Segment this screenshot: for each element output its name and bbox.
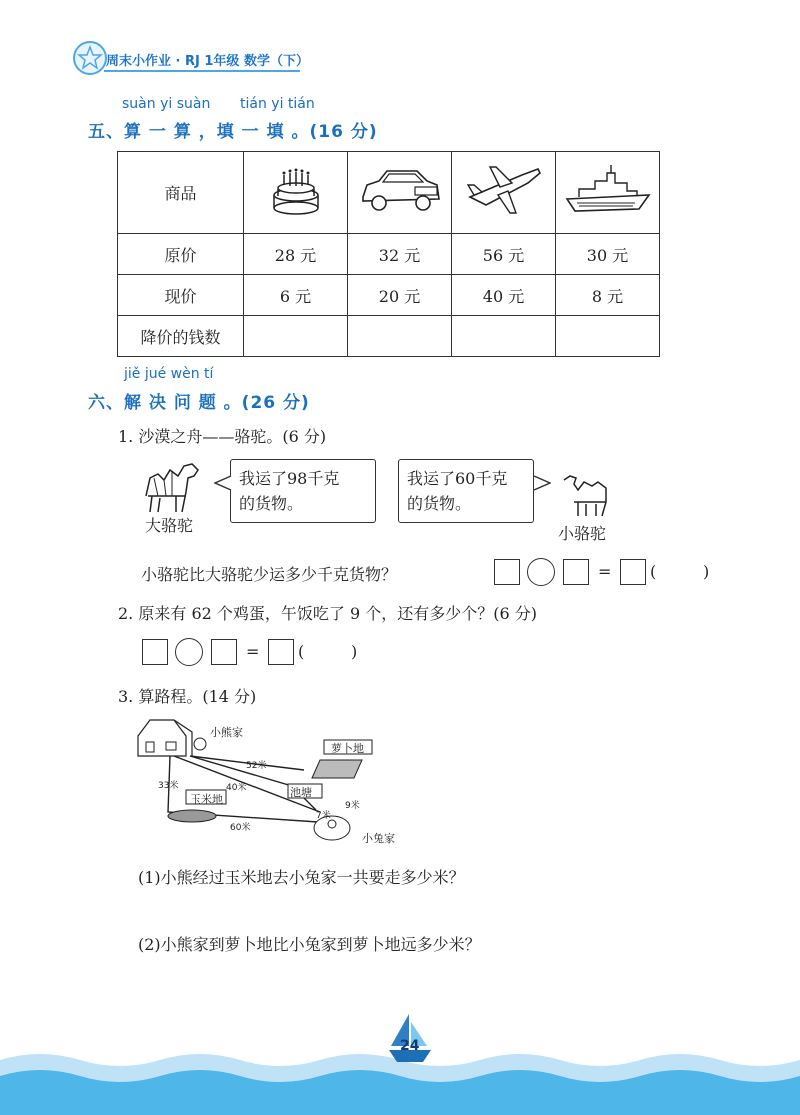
- distance-label: 7米: [316, 811, 331, 821]
- page-number: 24: [400, 1038, 420, 1054]
- big-camel-icon: [136, 456, 206, 516]
- header-rule: [104, 70, 300, 72]
- distance-label: 60米: [230, 823, 251, 833]
- price-table: [117, 151, 660, 357]
- answer-box[interactable]: [211, 639, 237, 665]
- q2-title: 2. 原来有 62 个鸡蛋，午饭吃了 9 个，还有多少个？(6 分): [118, 604, 537, 623]
- radish-field-label: 萝卜地: [331, 742, 364, 755]
- small-camel-speech: 我运了60千克 的货物。: [398, 459, 534, 523]
- paren-close: ): [703, 562, 710, 581]
- small-camel-label: 小骆驼: [558, 524, 607, 543]
- answer-box[interactable]: [268, 639, 294, 665]
- pinyin-solve: jiě jué wèn tí: [124, 366, 214, 382]
- big-camel-label: 大骆驼: [145, 516, 194, 535]
- paren-close: ): [351, 642, 358, 661]
- equals-sign: =: [598, 562, 612, 581]
- row-label-orig: 原价: [118, 234, 244, 275]
- distance-label: 52米: [246, 761, 267, 771]
- logo-icon: [72, 40, 108, 76]
- big-camel-speech: 我运了98千克 的货物。: [230, 459, 376, 523]
- small-camel-icon: [556, 468, 616, 520]
- discount-answer-cell[interactable]: [244, 316, 348, 357]
- discount-answer-cell[interactable]: [452, 316, 556, 357]
- q3-sub2: (2)小熊家到萝卜地比小兔家到萝卜地远多少米？: [138, 935, 481, 954]
- now-price: 40 元: [452, 275, 556, 316]
- pinyin-fill: tián yi tián: [240, 96, 315, 112]
- distance-label: 33米: [158, 781, 179, 791]
- section6-title: 六、解 决 问 题 。(26 分): [88, 393, 310, 413]
- answer-box[interactable]: [620, 559, 646, 585]
- corn-field-label: 玉米地: [190, 793, 223, 806]
- q1-title: 1. 沙漠之舟——骆驼。(6 分): [118, 427, 327, 446]
- row-label-discount: 降价的钱数: [118, 316, 244, 357]
- discount-answer-cell[interactable]: [556, 316, 660, 357]
- header-title: 周末小作业 · RJ 1年级 数学（下）: [106, 54, 309, 69]
- cake-icon: [244, 152, 348, 234]
- paren-open: (: [650, 562, 657, 581]
- orig-price: 28 元: [244, 234, 348, 275]
- pond-label: 池塘: [290, 786, 312, 799]
- q3-sub1: (1)小熊经过玉米地去小兔家一共要走多少米？: [138, 868, 465, 887]
- operator-circle[interactable]: [527, 558, 555, 586]
- q3-title: 3. 算路程。(14 分): [118, 687, 257, 706]
- pinyin-calc: suàn yi suàn: [122, 96, 211, 112]
- operator-circle[interactable]: [175, 638, 203, 666]
- airplane-icon: [452, 152, 556, 234]
- orig-price: 32 元: [348, 234, 452, 275]
- row-label-goods: 商品: [118, 152, 244, 234]
- now-price: 6 元: [244, 275, 348, 316]
- now-price: 8 元: [556, 275, 660, 316]
- bear-home-label: 小熊家: [210, 726, 243, 739]
- orig-price: 56 元: [452, 234, 556, 275]
- speech-tail: [214, 474, 232, 492]
- distance-label: 40米: [226, 783, 247, 793]
- answer-box[interactable]: [142, 639, 168, 665]
- discount-answer-cell[interactable]: [348, 316, 452, 357]
- now-price: 20 元: [348, 275, 452, 316]
- orig-price: 30 元: [556, 234, 660, 275]
- answer-box[interactable]: [563, 559, 589, 585]
- answer-box[interactable]: [494, 559, 520, 585]
- equals-sign: =: [246, 642, 260, 661]
- distance-label: 9米: [345, 801, 360, 811]
- rabbit-home-label: 小兔家: [362, 832, 395, 845]
- car-icon: [348, 152, 452, 234]
- ship-icon: [556, 152, 660, 234]
- speech-tail: [533, 474, 551, 492]
- q1-question: 小骆驼比大骆驼少运多少千克货物？: [141, 565, 398, 584]
- section5-title: 五、算 一 算 ，填 一 填 。(16 分): [88, 122, 378, 142]
- paren-open: (: [298, 642, 305, 661]
- row-label-now: 现价: [118, 275, 244, 316]
